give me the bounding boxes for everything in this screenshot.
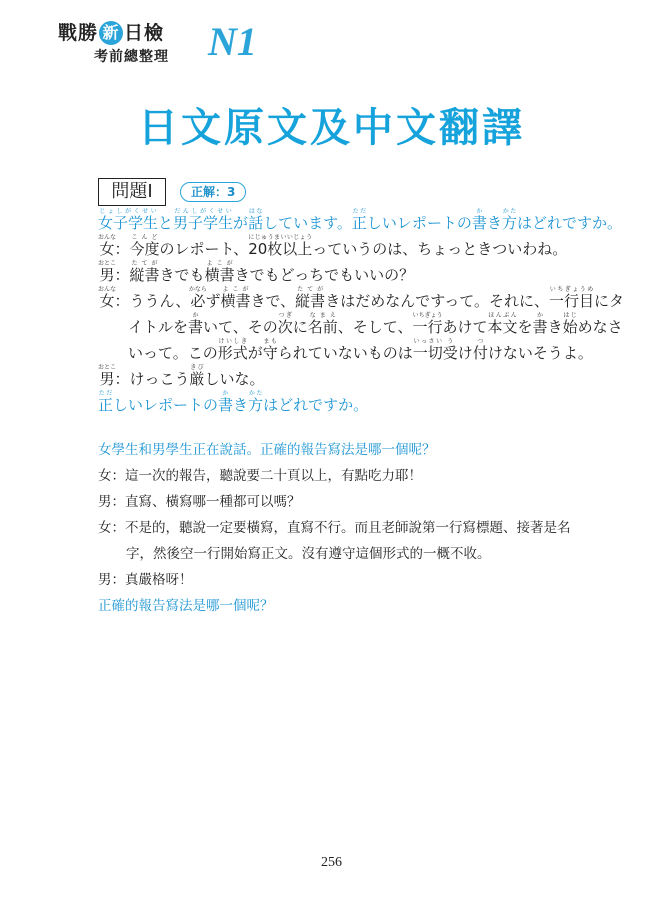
translation-line: 字，然後空一行開始寫正文。沒有遵守這個形式的一概不收。 <box>126 546 491 562</box>
translation-line: 女：不是的，聽說一定要橫寫，直寫不行。而且老師說第一行寫標題、接著是名 <box>98 520 571 536</box>
dialogue-line: いって。この形式けいしきが守まもられていないものは一切いっさい受うけ付つけないそうよ。 <box>128 338 593 362</box>
page-title: 日文原文及中文翻譯 <box>138 105 525 151</box>
dialogue-line: 男おとこ：けっこう厳きびしいな。 <box>98 364 265 388</box>
dialogue-line: 女おんな：ううん、必かならず横書よこがきで、縦書たてがきはだめなんですって。それに、一行目いちぎょうめにタ <box>98 286 625 310</box>
answer-badge: 正解：3 <box>180 182 246 202</box>
dialogue-line: 男おとこ：縦書たてがきでも横書よこがきでもどっちでもいいの？ <box>98 260 415 284</box>
page-number: 256 <box>321 855 342 870</box>
translation-prompt-line: 女學生和男學生正在說話。正確的報告寫法是哪一個呢？ <box>98 442 436 458</box>
translation-line: 女：這一次的報告，聽說要二十頁以上，有點吃力耶！ <box>98 468 422 484</box>
brand-level: N1 <box>208 19 257 64</box>
brand-subtitle: 考前總整理 <box>94 49 169 65</box>
brand-logo <box>58 18 268 66</box>
translation-line: 男：真嚴格呀！ <box>98 572 193 588</box>
question-prompt-line: 女子学生じょしがくせいと男子学生だんしがくせいが話はなしています。正ただしいレポートの書かき方かたはどれですか。 <box>98 208 622 232</box>
translation-prompt-line: 正確的報告寫法是哪一個呢？ <box>98 598 274 614</box>
question-label: 問題Ⅰ <box>98 178 166 206</box>
dialogue-line: イトルを書かいて、その次つぎに名前なまえ、そして、一行いちぎょうあけて本文ほんぶんを書かき始はじめなさ <box>128 312 623 336</box>
translation-line: 男：直寫、橫寫哪一種都可以嗎？ <box>98 494 301 510</box>
question-prompt-line: 正ただしいレポートの書かき方かたはどれですか。 <box>98 390 369 414</box>
dialogue-line: 女おんな：今度こんどのレポート、20枚以上にじゅうまいいじょうっていうのは、ちょっときついわね。 <box>98 234 568 258</box>
brand-badge: 新 <box>99 21 123 45</box>
brand-name: 戰勝 新 日檢 <box>58 22 165 44</box>
